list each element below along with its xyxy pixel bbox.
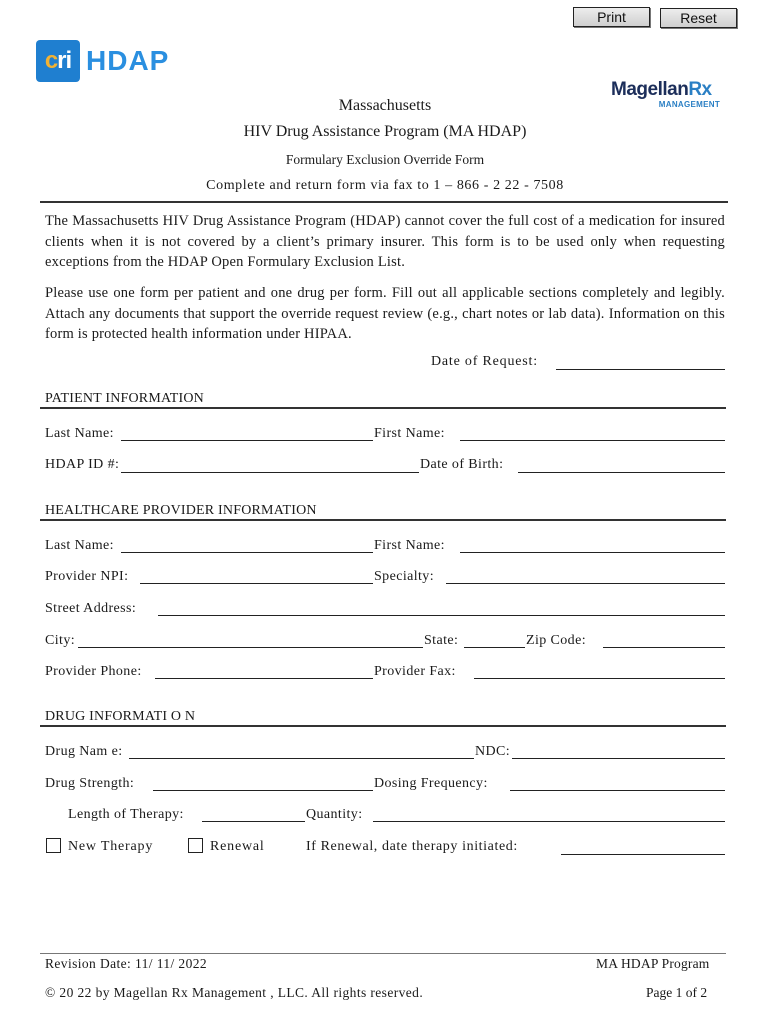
city-label: City:	[45, 633, 76, 648]
hdap-logo-text: HDAP	[86, 45, 170, 76]
header-program: HIV Drug Assistance Program (MA HDAP)	[243, 123, 527, 140]
print-button[interactable]: Print	[573, 7, 650, 27]
renewal-date-label: If Renewal, date therapy initiated:	[306, 839, 518, 854]
patient-last-name-label: Last Name:	[45, 426, 114, 441]
new-therapy-checkbox[interactable]	[46, 838, 61, 853]
drug-strength-label: Drug Strength:	[45, 776, 135, 791]
length-of-therapy-input[interactable]	[202, 808, 305, 822]
drug-section-heading: DRUG INFORMATI O N	[45, 709, 196, 724]
provider-phone-label: Provider Phone:	[45, 664, 142, 679]
provider-npi-label: Provider NPI:	[45, 569, 129, 584]
provider-first-name-input[interactable]	[460, 539, 725, 553]
renewal-label: Renewal	[210, 839, 265, 854]
provider-fax-label: Provider Fax:	[374, 664, 456, 679]
quantity-label: Quantity:	[306, 807, 363, 822]
dosing-frequency-input[interactable]	[510, 777, 725, 791]
patient-first-name-input[interactable]	[460, 427, 725, 441]
provider-npi-input[interactable]	[140, 570, 373, 584]
renewal-checkbox[interactable]	[188, 838, 203, 853]
date-of-birth-label: Date of Birth:	[420, 457, 504, 472]
hdap-id-input[interactable]	[121, 459, 419, 473]
date-of-birth-input[interactable]	[518, 459, 725, 473]
zip-code-label: Zip Code:	[526, 633, 586, 648]
cri-logo-c: c	[44, 47, 58, 74]
intro-paragraph-1: The Massachusetts HIV Drug Assistance Program (HDAP) cannot cover the full cost of a medication for insured clients when it is not covered by a client’s primary insurer. This form is to be used only when requesting exceptions from the HDAP Open Formulary Exclusion List.	[45, 213, 725, 270]
footer-divider	[40, 953, 726, 954]
drug-strength-input[interactable]	[153, 777, 373, 791]
form-title: Formulary Exclusion Override Form	[285, 152, 485, 167]
dosing-frequency-label: Dosing Frequency:	[374, 776, 488, 791]
patient-section-divider	[40, 407, 726, 409]
footer-program-name: MA HDAP Program	[596, 956, 710, 971]
drug-section-divider	[40, 725, 726, 727]
zip-code-input[interactable]	[603, 634, 725, 648]
date-of-request-input[interactable]	[556, 356, 725, 370]
drug-name-label: Drug Nam e:	[45, 744, 123, 759]
magellan-logo-text: Magellan	[611, 79, 689, 100]
header-state: Massachusetts	[338, 97, 432, 114]
reset-button[interactable]: Reset	[660, 8, 737, 28]
patient-first-name-label: First Name:	[374, 426, 445, 441]
page-number: Page 1 of 2	[646, 985, 708, 1000]
hdap-id-label: HDAP ID #:	[45, 457, 120, 472]
patient-section-heading: PATIENT INFORMATION	[45, 391, 204, 406]
specialty-input[interactable]	[446, 570, 725, 584]
street-address-label: Street Address:	[45, 601, 137, 616]
copyright-notice: © 20 22 by Magellan Rx Management , LLC. All rights reserved.	[45, 985, 424, 1000]
state-label: State:	[424, 633, 459, 648]
new-therapy-label: New Therapy	[68, 839, 154, 854]
street-address-input[interactable]	[158, 602, 725, 616]
date-of-request-label: Date of Request:	[431, 354, 538, 369]
city-input[interactable]	[78, 634, 423, 648]
provider-last-name-input[interactable]	[121, 539, 373, 553]
provider-section-divider	[40, 519, 726, 521]
revision-date: Revision Date: 11/ 11/ 2022	[45, 956, 208, 971]
cri-logo-ri: ri	[57, 47, 72, 74]
specialty-label: Specialty:	[374, 569, 434, 584]
cri-logo-mark	[36, 40, 80, 82]
drug-name-input[interactable]	[129, 745, 474, 759]
management-logo-text: MANAGEMENT	[658, 100, 720, 109]
fax-instructions: Complete and return form via fax to 1 – 866 - 2 22 - 7508	[206, 178, 564, 193]
renewal-date-input[interactable]	[561, 841, 725, 855]
ndc-input[interactable]	[512, 745, 725, 759]
intro-paragraph-2: Please use one form per patient and one drug per form. Fill out all applicable sections completely and legibly. Attach any documents that support the override request review (e.g., chart notes or lab data). Information on this form is protected health information under HIPAA.	[45, 285, 725, 342]
provider-fax-input[interactable]	[474, 665, 725, 679]
state-input[interactable]	[464, 634, 525, 648]
quantity-input[interactable]	[373, 808, 725, 822]
provider-phone-input[interactable]	[155, 665, 373, 679]
patient-last-name-input[interactable]	[121, 427, 373, 441]
cri-hdap-logo	[36, 40, 169, 82]
length-of-therapy-label: Length of Therapy:	[68, 807, 184, 822]
rx-logo-text: Rx	[688, 79, 712, 100]
provider-last-name-label: Last Name:	[45, 538, 114, 553]
provider-first-name-label: First Name:	[374, 538, 445, 553]
ndc-label: NDC:	[475, 744, 511, 759]
header-divider	[40, 201, 728, 203]
provider-section-heading: HEALTHCARE PROVIDER INFORMATION	[45, 503, 317, 518]
